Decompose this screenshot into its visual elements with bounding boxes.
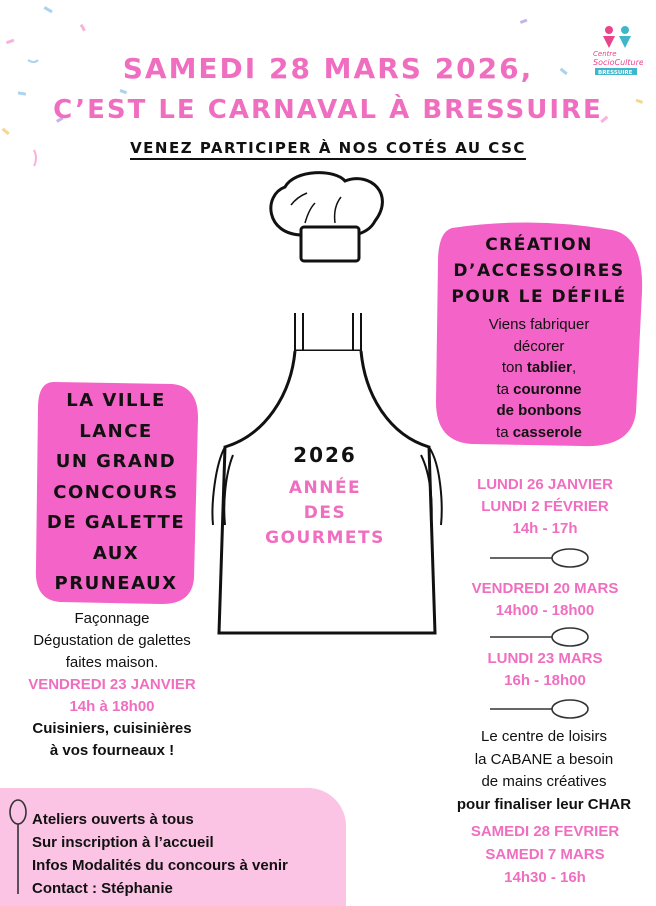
cabane-text: Le centre de loisirs la CABANE a besoin de mains créatives pour finaliser leur CHAR [456,728,632,813]
spoon-icon [488,546,592,570]
chef-apron-illustration [195,165,455,665]
svg-text:Centre: Centre [593,50,617,58]
creation-heading: CRÉATION D’ACCESSOIRES POUR LE DÉFILÉ [451,235,627,307]
svg-text:SocioCulturel: SocioCulturel [593,58,643,67]
event-title-carnaval: C’EST LE CARNAVAL À BRESSUIRE [53,95,603,125]
event-title-date: SAMEDI 28 MARS 2026, [122,52,534,85]
spoon-icon [6,798,30,898]
cabane-dates: SAMEDI 28 FEVRIER SAMEDI 7 MARS 14h30 - 16h [470,823,620,886]
concours-heading: LA VILLE LANCE UN GRAND CONCOURS DE GALETTE AUX PRUNEAUX [46,390,186,594]
schedule-block-2: VENDREDI 20 MARS 14h00 - 18h00 [471,580,619,619]
schedule-block-1: LUNDI 26 JANVIER LUNDI 2 FÉVRIER 14h - 17h [477,476,613,537]
event-subtitle: VENEZ PARTICIPER À NOS COTÉS AU CSC [0,139,656,157]
concours-details: Façonnage Dégustation de galettes faites maison. VENDREDI 23 JANVIER 14h à 18h00 Cuisiniers, cuisinières à vos fourneaux ! [28,610,196,759]
schedule-block-3: LUNDI 23 MARS 16h - 18h00 [487,650,603,689]
apron-theme: ANNÉE DES GOURMETS [265,478,385,548]
apron-year: 2026 [293,443,357,467]
spoon-icon [488,625,592,649]
info-text: Ateliers ouverts à tous Sur inscription à l’accueil Infos Modalités du concours à venir Contact : Stéphanie [32,811,288,897]
svg-text:BRESSUIRE: BRESSUIRE [598,70,633,76]
creation-details: Viens fabriquer décorer ton tablier, ta couronne de bonbons ta casserole [488,316,590,441]
spoon-icon [488,697,592,721]
